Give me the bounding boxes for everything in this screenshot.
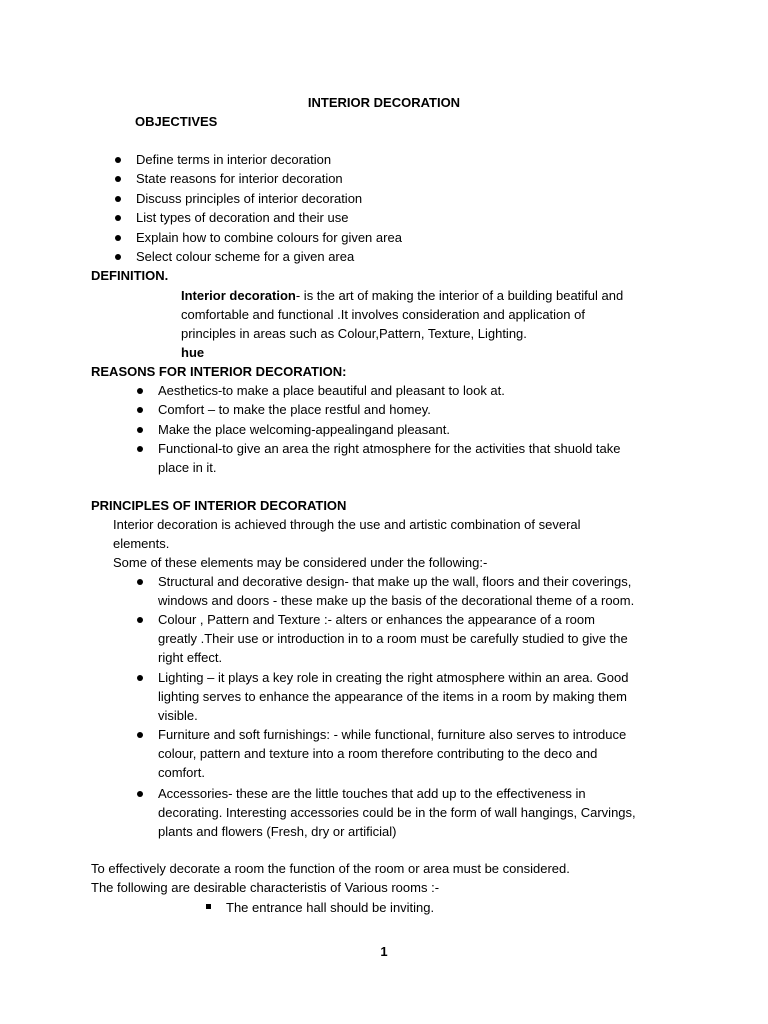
list-item-continuation: windows and doors - these make up the basis of the decorational theme of a room. [158, 593, 635, 608]
list-item: Functional-to give an area the right atmosphere for the activities that shuold take [158, 441, 621, 456]
definition-text: - is the art of making the interior of a building beatiful and [295, 288, 624, 303]
bullet-icon [115, 196, 121, 202]
list-item: Define terms in interior decoration [136, 152, 332, 167]
list-item-continuation: place in it. [158, 460, 217, 475]
list-item: Colour , Pattern and Texture :- alters or enhances the appearance of a room [158, 612, 595, 627]
list-item: State reasons for interior decoration [136, 171, 343, 186]
bullet-icon [115, 157, 121, 163]
definition-line: hue [181, 345, 205, 360]
definition-line: principles in areas such as Colour,Pattern, Texture, Lighting. [181, 326, 527, 341]
list-item-continuation: plants and flowers (Fresh, dry or artificial) [158, 824, 397, 839]
objectives-heading: OBJECTIVES [135, 114, 218, 129]
list-item-continuation: comfort. [158, 765, 205, 780]
list-item-continuation: visible. [158, 708, 198, 723]
bullet-icon [115, 176, 121, 182]
bullet-icon [115, 254, 121, 260]
definition-line [181, 286, 623, 305]
bullet-icon [137, 617, 143, 623]
list-item: The entrance hall should be inviting. [226, 900, 435, 915]
list-item: Aesthetics-to make a place beautiful and pleasant to look at. [158, 383, 505, 398]
bullet-icon [137, 407, 143, 413]
paragraph-line: Interior decoration is achieved through the use and artistic combination of several [113, 517, 581, 532]
list-item: Explain how to combine colours for given area [136, 230, 402, 245]
definition-term: Interior decoration [181, 288, 296, 303]
list-item: Comfort – to make the place restful and homey. [158, 402, 431, 417]
list-item-continuation: greatly .Their use or introduction in to a room must be carefully studied to give the [158, 631, 628, 646]
bullet-icon [137, 446, 143, 452]
reasons-heading: REASONS FOR INTERIOR DECORATION: [91, 364, 347, 379]
list-item-continuation: decorating. Interesting accessories could be in the form of wall hangings, Carvings, [158, 805, 636, 820]
list-item-continuation: right effect. [158, 650, 223, 665]
list-item-continuation: lighting serves to enhance the appearance of the items in a room by making them [158, 689, 627, 704]
bullet-icon [137, 388, 143, 394]
page-title: INTERIOR DECORATION [307, 95, 461, 110]
list-item: Lighting – it plays a key role in creating the right atmosphere within an area. Good [158, 670, 629, 685]
bullet-icon [115, 215, 121, 221]
paragraph-line: Some of these elements may be considered under the following:- [113, 555, 488, 570]
list-item: Structural and decorative design- that make up the wall, floors and their coverings, [158, 574, 632, 589]
list-item: Select colour scheme for a given area [136, 249, 355, 264]
list-item: Furniture and soft furnishings: - while functional, furniture also serves to introduce [158, 727, 627, 742]
definition-heading: DEFINITION. [91, 268, 169, 283]
list-item: Make the place welcoming-appealingand pleasant. [158, 422, 450, 437]
paragraph-line: The following are desirable characteristis of Various rooms :- [91, 880, 440, 895]
definition-line: comfortable and functional .It involves consideration and application of [181, 307, 585, 322]
list-item: List types of decoration and their use [136, 210, 349, 225]
bullet-icon [137, 579, 143, 585]
list-item-continuation: colour, pattern and texture into a room therefore contributing to the deco and [158, 746, 598, 761]
bullet-icon [115, 235, 121, 241]
bullet-icon [137, 427, 143, 433]
paragraph-line: elements. [113, 536, 170, 551]
principles-heading: PRINCIPLES OF INTERIOR DECORATION [91, 498, 347, 513]
square-bullet-icon [206, 904, 211, 909]
paragraph-line: To effectively decorate a room the function of the room or area must be considered. [91, 861, 570, 876]
bullet-icon [137, 732, 143, 738]
bullet-icon [137, 791, 143, 797]
list-item: Accessories- these are the little touches that add up to the effectiveness in [158, 786, 586, 801]
page-number: 1 [380, 944, 388, 959]
bullet-icon [137, 675, 143, 681]
list-item: Discuss principles of interior decoration [136, 191, 363, 206]
